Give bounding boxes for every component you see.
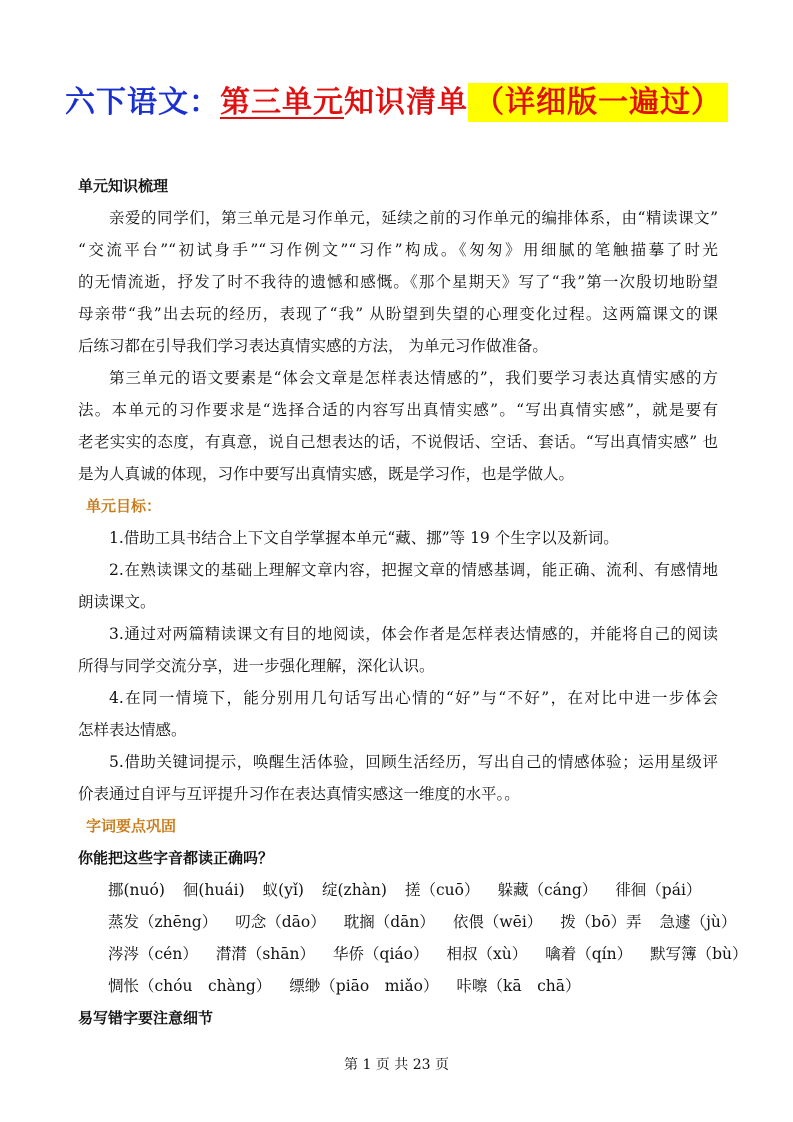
goal-line: 2.在熟读课文的基础上理解文章内容，把握文章的情感基调，能正确、流利、有感情地 <box>109 561 718 579</box>
title-unit: 第三单元 <box>220 85 344 120</box>
pinyin-item: 相叔（xù） <box>446 945 528 963</box>
pinyin-item: 叨念（dāo） <box>235 913 326 931</box>
title-highlight: （详细版一遍过） <box>468 83 728 122</box>
pinyin-item: 徊(huái) <box>182 881 245 899</box>
paragraph-line: 法。本单元的习作要求是“选择合适的内容写出真情实感”。“写出真情实感”，就是要有 <box>78 401 718 419</box>
paragraph-line: 是为人真诚的体现，习作中要写出真情实感，既是学习作，也是学做人。 <box>78 465 575 483</box>
pinyin-item: 急遽（jù） <box>659 913 737 931</box>
pinyin-item: 噙着（qín） <box>545 945 633 963</box>
page-number: 第 1 页 共 23 页 <box>344 1057 449 1073</box>
goal-line: 价表通过自评与互评提升习作在表达真情实感这一维度的水平。。 <box>78 785 520 803</box>
document-body <box>78 170 748 1034</box>
title-checklist: 知识清单 <box>344 85 468 120</box>
paragraph-line: 母亲带“我”出去玩的经历，表现了“我” 从盼望到失望的心理变化过程。这两篇课文的课 <box>78 305 718 323</box>
section-heading-vocab: 字词要点巩固 <box>86 817 177 835</box>
pinyin-item: 涔涔（cén） <box>108 945 198 963</box>
vocab-question: 你能把这些字音都读正确吗？ <box>78 849 274 867</box>
pinyin-item: 绽(zhàn) <box>321 881 387 899</box>
paragraph-line: 老老实实的态度，有真意，说自己想表达的话，不说假话、空话、套话。“写出真情实感” 也 <box>78 433 718 451</box>
pinyin-item: 潸潸（shān） <box>215 945 316 963</box>
goal-line: 朗读课文。 <box>78 593 156 611</box>
goal-line: 怎样表达情感。 <box>78 721 187 739</box>
pinyin-item: 拨（bō）弄 <box>560 913 642 931</box>
paragraph-line: “交流平台”“初试身手”“习作例文”“习作”构成。《匆匆》用细腻的笔触描摹了时光 <box>78 241 718 259</box>
pinyin-item: 缥缈（piāo miǎo） <box>289 977 439 995</box>
goal-line: 4.在同一情境下，能分别用几句话写出心情的“好”与“不好”，在对比中进一步体会 <box>109 689 718 707</box>
paragraph-line: 的无情流逝，抒发了时不我待的遗憾和感慨。《那个星期天》写了“我”第一次殷切地盼望 <box>78 273 718 291</box>
title-prefix: 六下语文： <box>65 85 220 120</box>
pinyin-item: 蒸发（zhēng） <box>108 913 218 931</box>
typo-heading: 易写错字要注意细节 <box>78 1009 214 1027</box>
goal-line: 所得与同学交流分享，进一步强化理解，深化认识。 <box>78 657 435 675</box>
pinyin-row <box>78 938 748 970</box>
pinyin-item: 默写簿（bù） <box>650 945 748 963</box>
pinyin-item: 蚁(yǐ) <box>262 881 304 899</box>
pinyin-row <box>78 906 737 938</box>
page-title <box>0 76 793 130</box>
pinyin-item: 挪(nuó) <box>108 881 165 899</box>
pinyin-item: 惆怅（chóu chàng） <box>108 977 272 995</box>
pinyin-item: 依偎（wēi） <box>452 913 543 931</box>
paragraph-line: 后练习都在引导我们学习表达真情实感的方法， 为单元习作做准备。 <box>78 337 548 355</box>
section-heading-overview: 单元知识梳理 <box>78 177 169 195</box>
pinyin-row <box>78 970 718 1002</box>
pinyin-item: 耽搁（dān） <box>343 913 435 931</box>
pinyin-item: 躲藏（cáng） <box>497 881 598 899</box>
pinyin-item: 咔嚓（kā chā） <box>456 977 581 995</box>
paragraph-line: 第三单元的语文要素是“体会文章是怎样表达情感的”，我们要学习表达真情实感的方 <box>109 369 718 387</box>
pinyin-item: 华侨（qiáo） <box>333 945 429 963</box>
section-heading-goals: 单元目标： <box>86 497 162 515</box>
goal-line: 5.借助关键词提示，唤醒生活体验，回顾生活经历，写出自己的情感体验；运用星级评 <box>109 753 718 771</box>
pinyin-item: 搓（cuō） <box>404 881 480 899</box>
pinyin-row <box>78 874 718 906</box>
paragraph-line: 亲爱的同学们，第三单元是习作单元，延续之前的习作单元的编排体系，由“精读课文” <box>109 209 718 227</box>
goal-line: 3.通过对两篇精读课文有目的地阅读，体会作者是怎样表达情感的，并能将自己的阅读 <box>109 625 718 643</box>
goal-line: 1.借助工具书结合上下文自学掌握本单元“藏、挪”等 19 个生字以及新词。 <box>109 529 619 547</box>
pinyin-item: 徘徊（pái） <box>615 881 702 899</box>
